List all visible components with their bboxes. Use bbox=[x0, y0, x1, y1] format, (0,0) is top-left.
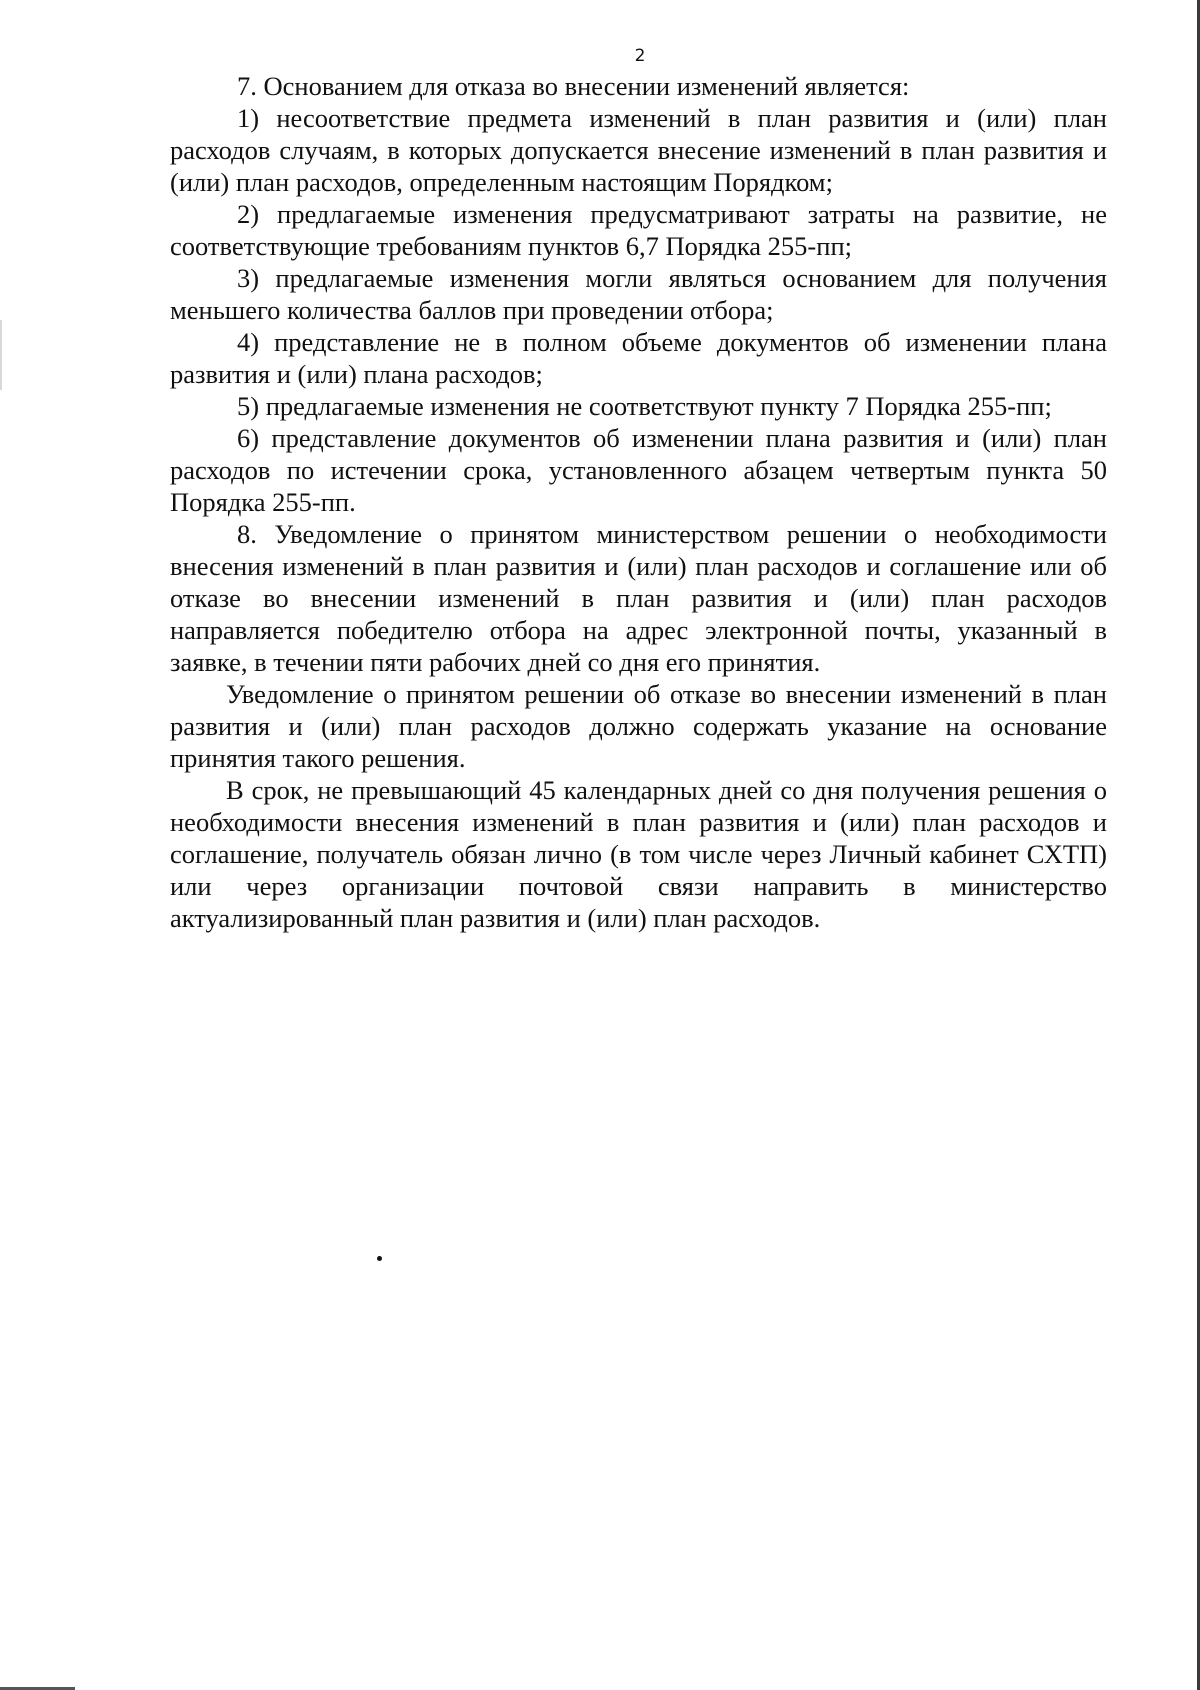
paragraph-notice-refusal: Уведомление о принятом решении об отказе во внесении изменений в план развития и (или) план расходов должно содержать указание на основание принятия такого решения. bbox=[170, 679, 1107, 773]
scan-artifact-dot bbox=[377, 1256, 382, 1261]
page-number: 2 bbox=[634, 46, 646, 66]
paragraph-8: 8. Уведомление о принятом министерством решении о необходимости внесения изменений в план развития и (или) план расходов и соглашение или об отказе во внесении изменений в план развития и (или) план расходов направляется победителю отбора на адрес электронной почты, указанный в заявке, в течении пяти рабочих дней со дня его принятия. bbox=[170, 519, 1107, 677]
list-item-3: 3) предлагаемые изменения могли являться основанием для получения меньшего количества баллов при проведении отбора; bbox=[170, 263, 1107, 325]
scan-left-edge bbox=[0, 320, 2, 390]
paragraph-deadline: В срок, не превышающий 45 календарных дней со дня получения решения о необходимости внесения изменений в план развития и (или) план расходов и соглашение, получатель обязан лично (в том числе через Личный кабинет СХТП) или через организации почтовой связи направить в министерство актуализированный план развития и (или) план расходов. bbox=[170, 775, 1107, 933]
list-item-1: 1) несоответствие предмета изменений в план развития и (или) план расходов случаям, в которых допускается внесение изменений в план развития и (или) план расходов, определенным настоящим Порядком; bbox=[170, 103, 1107, 197]
list-item-5: 5) предлагаемые изменения не соответствуют пункту 7 Порядка 255-пп; bbox=[237, 391, 1052, 421]
list-item-4: 4) представление не в полном объеме документов об изменении плана развития и (или) плана расходов; bbox=[170, 327, 1107, 389]
paragraph-7-heading: 7. Основанием для отказа во внесении изменений является: bbox=[237, 71, 910, 101]
list-item-2: 2) предлагаемые изменения предусматривают затраты на развитие, не соответствующие требованиям пунктов 6,7 Порядка 255-пп; bbox=[170, 199, 1107, 261]
list-item-6: 6) представление документов об изменении плана развития и (или) план расходов по истечении срока, установленного абзацем четвертым пункта 50 Порядка 255-пп. bbox=[170, 423, 1107, 517]
document-body bbox=[170, 70, 1107, 934]
